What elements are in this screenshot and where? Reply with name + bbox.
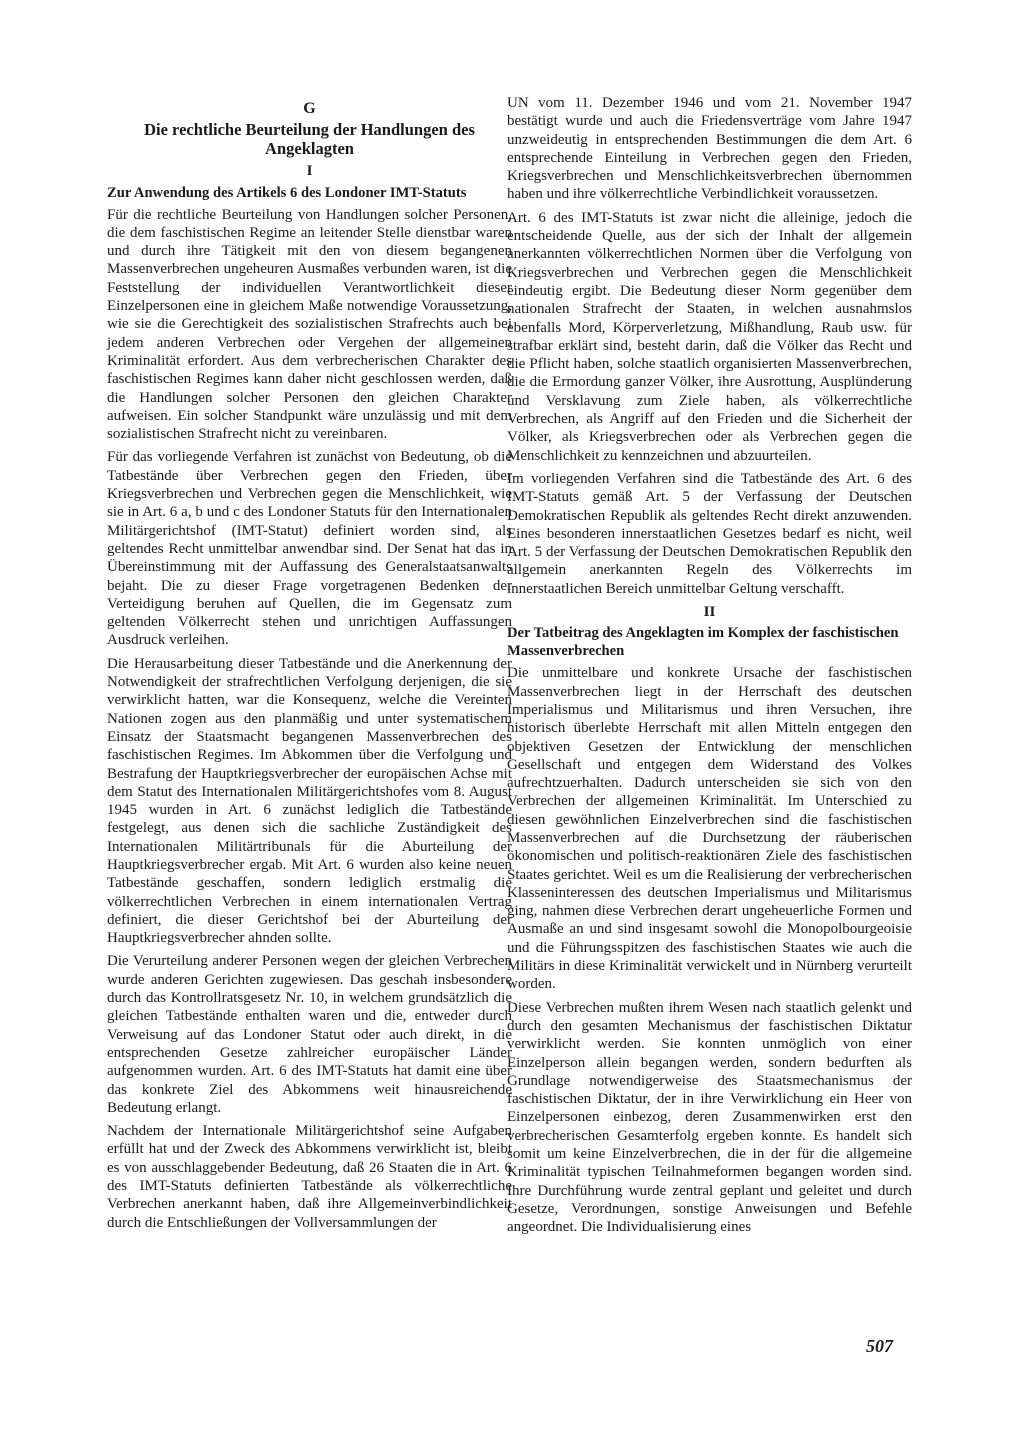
- right-column: [507, 94, 912, 1242]
- section-letter: G: [303, 100, 316, 117]
- subsection-title-ii: Der Tatbeitrag des Angeklagten im Komplex der faschistischen Massenverbrechen: [507, 625, 899, 660]
- paragraph: Die Herausarbeitung dieser Tatbestände und die Anerkennung der Notwendigkeit der strafrechtlichen Verfolgung derjenigen, die sie verwirklicht hatten, war die Konsequenz, welche die Vereinten Nationen zogen aus den planmäßig und unter systematischem Einsatz der Staatsmacht begangenen Massenverbrechen des faschistischen Regimes. Im Abkommen über die Verfolgung und Bestrafung der Hauptkriegsverbrecher der europäischen Achse mit dem Statut des Internationalen Militärgerichtshofes vom 8. August 1945 wurden in Art. 6 zunächst lediglich die Tatbestände festgelegt, aus denen sich die sachliche Zuständigkeit des Internationalen Militärtribunals für die Aburteilung der Hauptkriegsverbrecher ergab. Mit Art. 6 wurden also keine neuen Tatbestände geschaffen, sondern lediglich erstmalig die völkerrechtlichen Verbrechen in einem internationalen Vertrag definiert, die dieser Gerichtshof bei der Aburteilung der Hauptkriegsverbrecher ahnden sollte.: [107, 655, 512, 947]
- paragraph: Für die rechtliche Beurteilung von Handlungen solcher Personen, die dem faschistischen Regime an leitender Stelle dienstbar waren und durch ihre Tätigkeit mit den von diesem begangenen Massenverbrechen ungeheuren Ausmaßes verbunden waren, ist die Feststellung der individuellen Verantwortlichkeit dieser Einzelpersonen eine in gleichem Maße notwendige Voraussetzung, wie sie die Gerechtigkeit des sozialistischen Strafrechts auch bei jedem anderen Verbrechen oder Vergehen der allgemeinen Kriminalität erfordert. Aus dem verbrecherischen Charakter des faschistischen Regimes kann daher nicht geschlossen werden, daß die Handlungen solcher Personen den gleichen Charakter aufweisen. Ein solcher Standpunkt wäre unzulässig und mit dem sozialistischen Strafrecht nicht zu vereinbaren.: [107, 206, 512, 443]
- paragraph: Art. 6 des IMT-Statuts ist zwar nicht die alleinige, jedoch die entscheidende Quelle, aus der sich der Inhalt der allgemein anerkannten völkerrechtlichen Normen über die Verfolgung von Kriegsverbrechen und Verbrechen gegen die Menschlichkeit eindeutig ergibt. Die Bedeutung dieser Norm gegenüber dem nationalen Strafrecht der Staaten, in welchen ausnahmslos ebenfalls Mord, Körperverletzung, Mißhandlung, Raub usw. für strafbar erklärt sind, besteht darin, daß die Völker das Recht und die Pflicht haben, solche staatlich organisierten Massenverbrechen, die die Ermordung ganzer Völker, ihre Ausrottung, Ausplünderung und Versklavung zum Ziele haben, als völkerrechtliche Verbrechen, als Angriff auf den Frieden und die Sicherheit der Völker, als Kriegsverbrechen oder als Verbrechen gegen die Menschlichkeit zu kennzeichnen und abzuurteilen.: [507, 209, 912, 464]
- part-number-i: I: [306, 163, 313, 180]
- left-column: [107, 100, 512, 1237]
- paragraph: Für das vorliegende Verfahren ist zunächst von Bedeutung, ob die Tatbestände über Verbrechen gegen den Frieden, über Kriegsverbrechen und Verbrechen gegen die Menschlichkeit, wie sie in Art. 6 a, b und c des Londoner Statuts für den Internationalen Militärgerichtshof (IMT-Statut) definiert worden sind, als geltendes Recht unmittelbar anwendbar sind. Der Senat hat das in Übereinstimmung mit der Auffassung des Generalstaatsanwalts bejaht. Die zu dieser Frage vorgetragenen Bedenken der Verteidigung beruhen auf Quellen, die im Gegensatz zum geltenden Völkerrecht stehen und unrichtigen Auffassungen Ausdruck verleihen.: [107, 449, 512, 649]
- subsection-title-i: Zur Anwendung des Artikels 6 des Londoner IMT-Statuts: [107, 184, 467, 201]
- paragraph: Die unmittelbare und konkrete Ursache der faschistischen Massenverbrechen liegt in der Herrschaft des deutschen Imperialismus und Militarismus und ihren Versuchen, ihre historisch überlebte Herrschaft mit allen Mitteln entgegen den objektiven Gesetzen der Entwicklung der menschlichen Gesellschaft und entgegen dem Widerstand des Volkes aufrechtzuerhalten. Dadurch unterscheiden sie sich von den Verbrechen der allgemeinen Kriminalität. Im Unterschied zu diesen gewöhnlichen Einzelverbrechen sind die faschistischen Massenverbrechen auf die Durchsetzung der räuberischen ökonomischen und politisch-reaktionären Ziele des faschistischen Staates gerichtet. Weil es um die Realisierung der verbrecherischen Klasseninteressen des deutschen Imperialismus und Militarismus ging, nahmen diese Verbrechen derart ungeheuerliche Formen und Ausmaße an und sind insgesamt sowohl die Monopolbourgeoisie und die Führungsspitzen des faschistischen Staates wie auch die Militärs in diese Kriminalität verwickelt und in Nürnberg verurteilt worden.: [507, 665, 912, 993]
- paragraph: Nachdem der Internationale Militärgerichtshof seine Aufgaben erfüllt hat und der Zweck des Abkommens verwirklicht ist, bleibt es von ausschlaggebender Bedeutung, daß 26 Staaten die in Art. 6 des IMT-Statuts definierten Tatbestände als völkerrechtliche Verbrechen anerkannt haben, daß ihre Allgemeinverbindlichkeit durch die Entschließungen der Vollversammlungen der: [107, 1123, 512, 1231]
- part-number-ii: II: [703, 604, 716, 621]
- paragraph: UN vom 11. Dezember 1946 und vom 21. November 1947 bestätigt wurde und auch die Friedensverträge vom Jahre 1947 unzweideutig in entsprechenden Bestimmungen die dem Art. 6 entsprechende Einteilung in Verbrechen gegen den Frieden, Kriegsverbrechen und Menschlichkeitsverbrechen übernommen haben und ihre völkerrechtliche Verbindlichkeit voraussetzen.: [507, 95, 912, 203]
- paragraph: Im vorliegenden Verfahren sind die Tatbestände des Art. 6 des IMT-Statuts gemäß Art. 5 der Verfassung der Deutschen Demokratischen Republik als geltendes Recht direkt anzuwenden. Eines besonderen innerstaatlichen Gesetzes bedarf es nicht, weil Art. 5 der Verfassung der Deutschen Demokratischen Republik den allgemein anerkannten Regeln des Völkerrechts im innerstaatlichen Bereich unmittelbar Geltung verschafft.: [507, 470, 912, 597]
- paragraph: Die Verurteilung anderer Personen wegen der gleichen Verbrechen wurde anderen Gerichten zugewiesen. Das geschah insbesondere durch das Kontrollratsgesetz Nr. 10, in welchem grundsätzlich die gleichen Tatbestände enthalten waren und die, entweder durch Verweisung auf das Londoner Statut oder auch direkt, in die entsprechenden Gesetze zahlreicher europäischer Länder aufgenommen wurden. Art. 6 des IMT-Statuts hat damit eine über das konkrete Ziel des Abkommens weit hinausreichende Bedeutung erlangt.: [107, 953, 512, 1116]
- section-title: Die rechtliche Beurteilung der Handlungen des Angeklagten: [144, 120, 475, 159]
- page-number: 507: [866, 1336, 893, 1356]
- paragraph: Diese Verbrechen mußten ihrem Wesen nach staatlich gelenkt und durch den gesamten Mechanismus der faschistischen Diktatur verwirklicht werden. Sie konnten unmöglich von einer Einzelperson allein begangen werden, sondern bedurften als Grundlage notwendigerweise des Staatsmechanismus der faschistischen Diktatur, der in ihre Verwirklichung ein Heer von Einzelpersonen einbezog, deren Zusammenwirken erst den verbrecherischen Gesamterfolg ergeben konnte. Es handelt sich somit um keine Einzelverbrechen, die in der für die allgemeine Kriminalität typischen Teilnahmeformen begangen worden sind. Ihre Durchführung wurde zentral geplant und geleitet und durch Gesetze, Verordnungen, sonstige Anweisungen und Befehle angeordnet. Die Individualisierung eines: [507, 999, 912, 1236]
